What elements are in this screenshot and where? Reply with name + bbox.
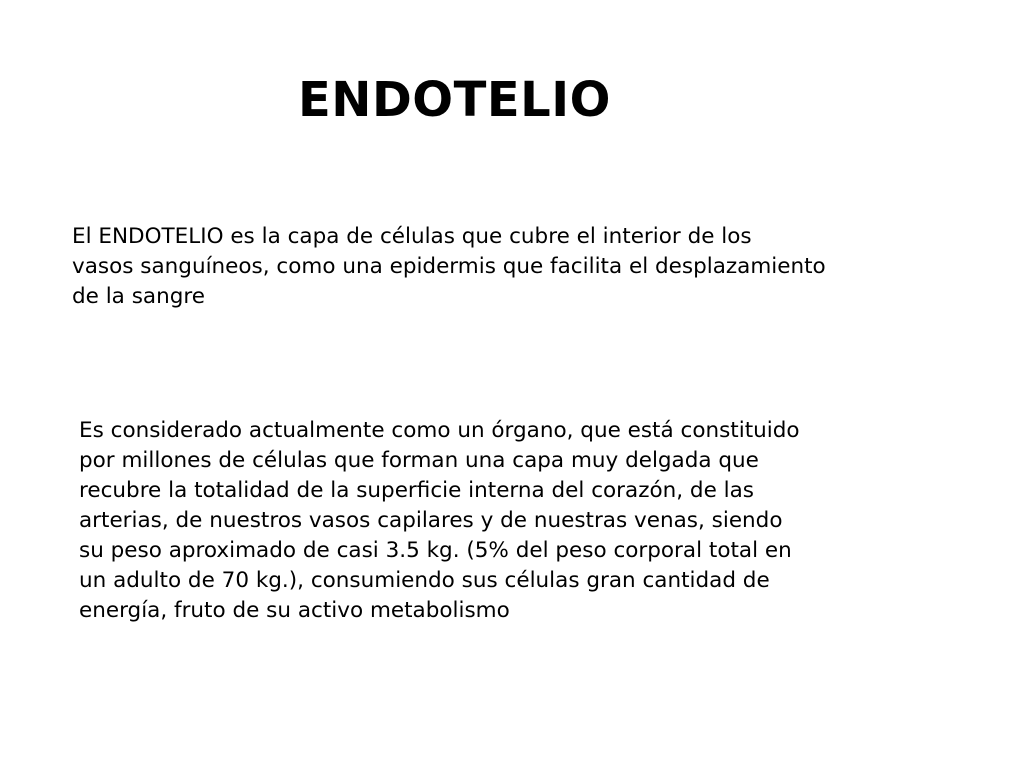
paragraph-line: por millones de células que forman una capa muy delgada que xyxy=(79,448,759,473)
slide-title: ENDOTELIO xyxy=(298,72,611,128)
paragraph-line: su peso aproximado de casi 3.5 kg. (5% del peso corporal total en xyxy=(79,538,792,563)
paragraph-line: arterias, de nuestros vasos capilares y de nuestras venas, siendo xyxy=(79,508,783,533)
paragraph-line: El ENDOTELIO es la capa de células que cubre el interior de los xyxy=(72,224,752,249)
paragraph-line: recubre la totalidad de la superficie interna del corazón, de las xyxy=(79,478,754,503)
paragraph-line: Es considerado actualmente como un órgano, que está constituido xyxy=(79,418,800,443)
paragraph-line: un adulto de 70 kg.), consumiendo sus células gran cantidad de xyxy=(79,568,770,593)
definition-paragraph xyxy=(72,222,826,312)
paragraph-line: vasos sanguíneos, como una epidermis que facilita el desplazamiento xyxy=(72,254,826,279)
paragraph-line: energía, fruto de su activo metabolismo xyxy=(79,598,510,623)
description-paragraph xyxy=(79,416,800,626)
paragraph-line: de la sangre xyxy=(72,284,205,309)
